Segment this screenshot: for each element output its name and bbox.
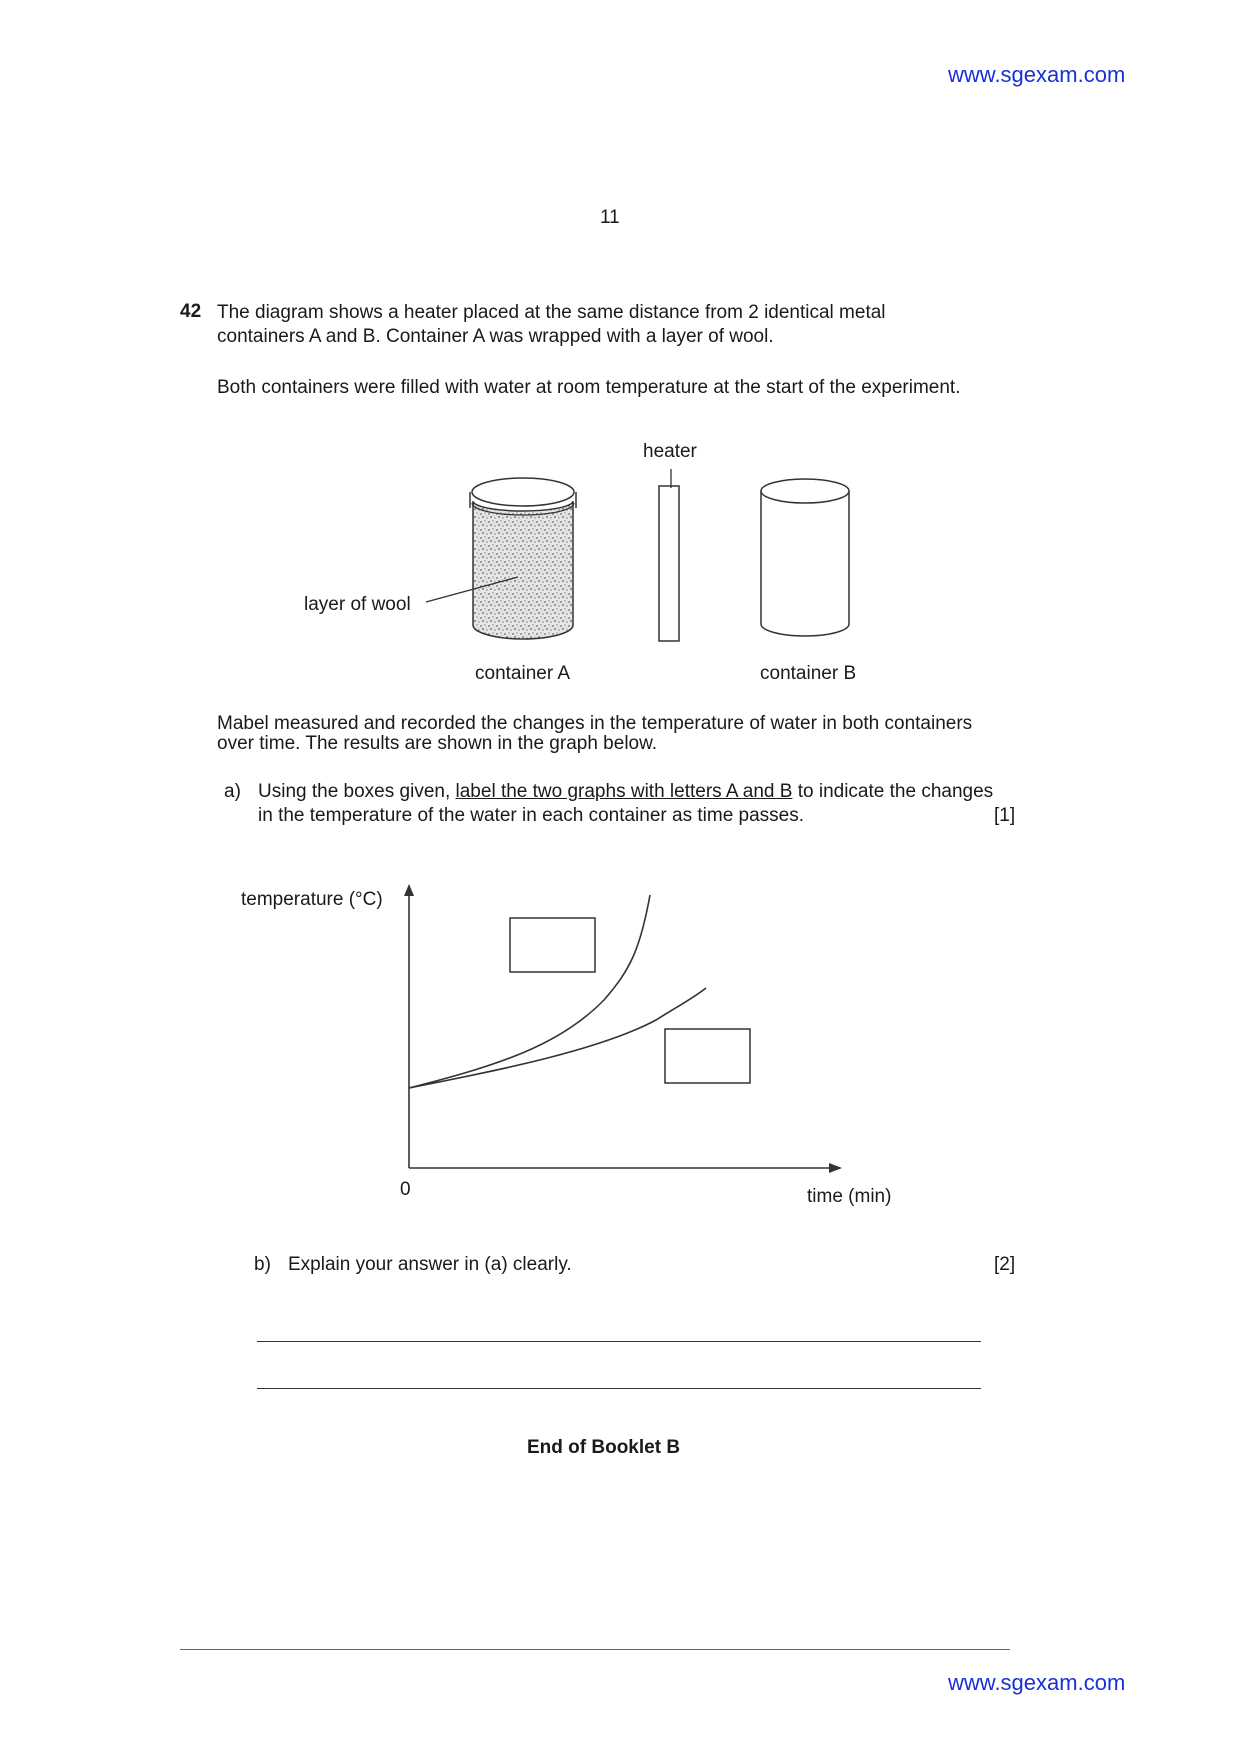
x-axis-arrow [829,1163,842,1173]
measure-line1: Mabel measured and recorded the changes in the temperature of water in both containers [217,713,973,734]
part-b-letter: b) [254,1254,271,1275]
x-axis-label: time (min) [807,1186,892,1207]
part-a-underlined: label the two graphs with letters A and B [455,781,793,802]
end-of-booklet: End of Booklet B [527,1437,681,1458]
part-a-letter: a) [224,781,241,802]
y-axis-arrow [404,884,414,896]
answer-line-2[interactable] [257,1388,981,1389]
container-a-label: container A [475,663,571,684]
gentle-curve [409,988,706,1088]
question-intro-line2: containers A and B. Container A was wrapped with a layer of wool. [217,326,774,347]
measure-line2: over time. The results are shown in the graph below. [217,733,658,754]
part-b-marks: [2] [994,1254,1016,1275]
question-number: 42 [180,301,202,322]
answer-box-lower[interactable] [665,1029,750,1083]
part-a-marks: [1] [994,805,1016,826]
header-site-url: www.sgexam.com [948,62,1126,87]
origin-label: 0 [400,1179,411,1200]
question-setup: Both containers were filled with water at room temperature at the start of the experiment. [217,377,961,398]
y-axis-label: temperature (°C) [241,889,383,910]
part-a-post: to indicate the changes [797,781,994,802]
container-b-label: container B [760,663,857,684]
wool-label: layer of wool [304,594,411,615]
page-number: 11 [600,207,620,228]
part-a-line2: in the temperature of the water in each container as time passes. [258,805,805,826]
footer-divider [180,1649,1010,1650]
footer-site-url: www.sgexam.com [948,1670,1126,1695]
answer-box-upper[interactable] [510,918,595,972]
heater-label: heater [643,441,697,462]
part-b-text: Explain your answer in (a) clearly. [288,1254,572,1275]
answer-line-1[interactable] [257,1341,981,1342]
question-intro-line1: The diagram shows a heater placed at the same distance from 2 identical metal [217,302,886,323]
part-a-pre: Using the boxes given, [258,781,451,802]
